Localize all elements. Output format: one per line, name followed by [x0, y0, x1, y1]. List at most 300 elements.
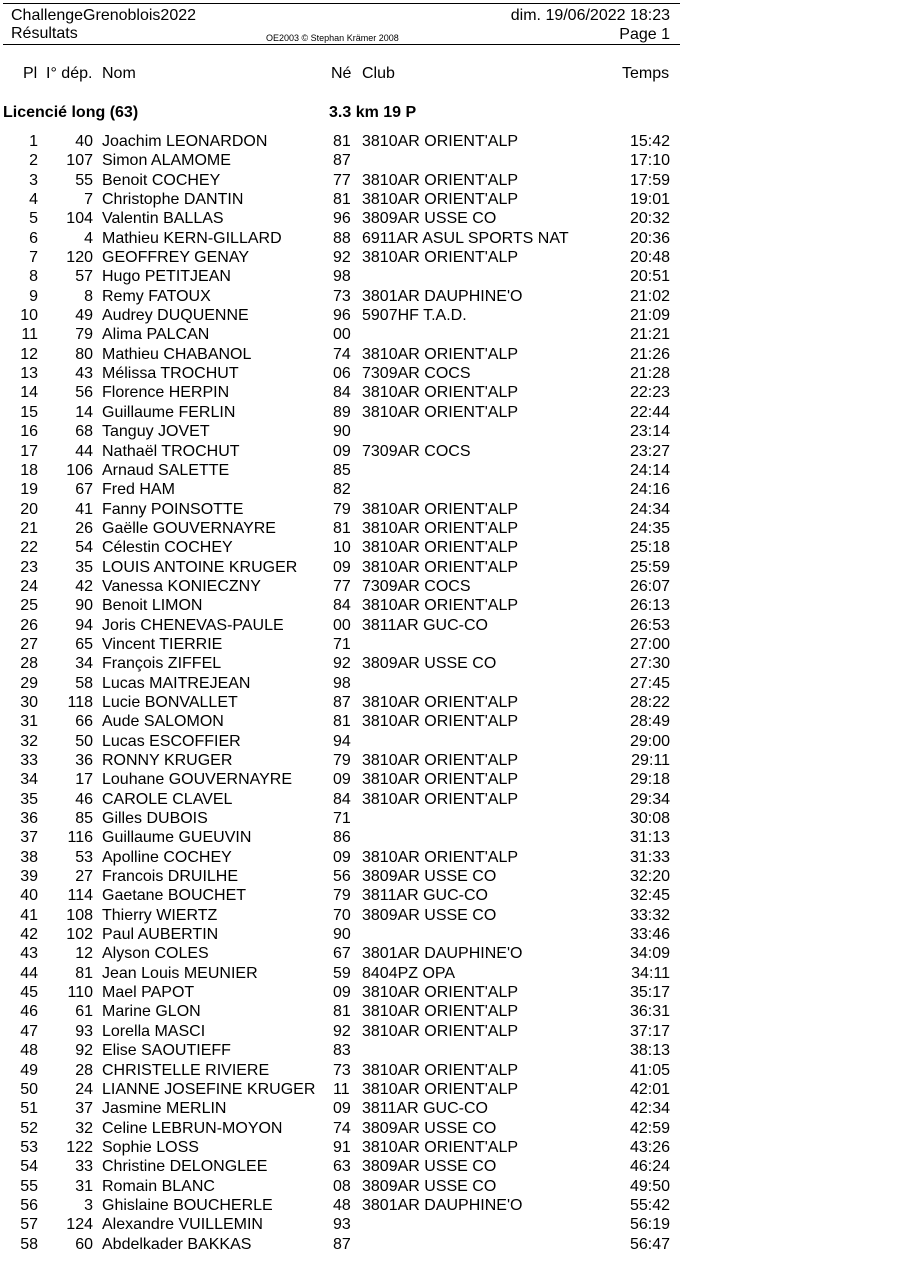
name-cell: Simon ALAMOME	[102, 152, 231, 170]
bib-cell: 104	[66, 210, 93, 228]
birth-year-cell: 92	[333, 249, 351, 267]
place-cell: 26	[20, 616, 38, 634]
time-cell: 22:44	[629, 403, 670, 421]
name-cell: Sophie LOSS	[102, 1138, 199, 1156]
bib-cell: 35	[75, 558, 93, 576]
time-cell: 21:28	[629, 365, 670, 383]
bib-cell: 90	[75, 597, 93, 615]
result-row	[0, 1177, 908, 1196]
col-header-born: Né	[331, 65, 352, 82]
club-cell: 3810AR ORIENT'ALP	[362, 1022, 519, 1040]
time-cell: 17:59	[629, 171, 670, 189]
birth-year-cell: 73	[333, 1061, 351, 1079]
club-cell: 3810AR ORIENT'ALP	[362, 771, 519, 789]
bib-cell: 92	[75, 1042, 93, 1060]
time-cell: 20:32	[629, 210, 670, 228]
birth-year-cell: 56	[333, 868, 351, 886]
time-cell: 30:08	[629, 810, 670, 828]
name-cell: Guillaume FERLIN	[102, 403, 236, 421]
header-top-rule	[3, 3, 680, 4]
time-cell: 34:11	[631, 964, 670, 982]
place-cell: 21	[20, 519, 38, 537]
result-row	[0, 1235, 908, 1254]
page-number: Page 1	[619, 26, 670, 43]
club-cell: 3810AR ORIENT'ALP	[362, 539, 519, 557]
bib-cell: 106	[66, 461, 93, 479]
name-cell: Florence HERPIN	[102, 384, 230, 402]
name-cell: Louhane GOUVERNAYRE	[102, 771, 293, 789]
place-cell: 41	[20, 906, 38, 924]
time-cell: 28:22	[629, 693, 670, 711]
birth-year-cell: 63	[333, 1158, 351, 1176]
time-cell: 23:27	[629, 442, 670, 460]
birth-year-cell: 92	[333, 1022, 351, 1040]
result-row	[0, 229, 908, 248]
bib-cell: 61	[75, 1003, 93, 1021]
result-row	[0, 751, 908, 770]
bib-cell: 24	[75, 1080, 93, 1098]
result-row	[0, 209, 908, 228]
col-header-time: Temps	[622, 65, 670, 82]
bib-cell: 114	[67, 887, 93, 905]
bib-cell: 49	[75, 307, 93, 325]
result-row	[0, 809, 908, 828]
club-cell: 3810AR ORIENT'ALP	[362, 790, 519, 808]
club-cell: 3811AR GUC-CO	[362, 1100, 488, 1118]
club-cell: 3810AR ORIENT'ALP	[362, 403, 519, 421]
birth-year-cell: 90	[333, 423, 351, 441]
name-cell: Lucas ESCOFFIER	[102, 732, 241, 750]
name-cell: Nathaël TROCHUT	[102, 442, 240, 460]
place-cell: 11	[21, 326, 38, 344]
place-cell: 18	[20, 461, 38, 479]
place-cell: 15	[20, 403, 38, 421]
birth-year-cell: 91	[333, 1138, 351, 1156]
bib-cell: 53	[75, 848, 93, 866]
birth-year-cell: 89	[333, 403, 351, 421]
bib-cell: 27	[75, 868, 93, 886]
birth-year-cell: 79	[333, 887, 351, 905]
place-cell: 32	[20, 732, 38, 750]
club-cell: 3809AR USSE CO	[362, 1119, 497, 1137]
time-cell: 15:42	[629, 133, 670, 150]
result-row	[0, 770, 908, 789]
bib-cell: 14	[75, 403, 93, 421]
time-cell: 42:59	[629, 1119, 670, 1137]
birth-year-cell: 11	[333, 1080, 350, 1098]
name-cell: Alima PALCAN	[102, 326, 210, 344]
time-cell: 28:49	[629, 713, 670, 731]
name-cell: Gaëlle GOUVERNAYRE	[102, 519, 276, 537]
time-cell: 29:11	[631, 752, 670, 769]
birth-year-cell: 81	[333, 713, 351, 731]
club-cell: 7309AR COCS	[362, 577, 471, 595]
place-cell: 14	[20, 384, 38, 402]
birth-year-cell: 73	[333, 287, 351, 305]
club-cell: 3801AR DAUPHINE'O	[362, 1196, 523, 1214]
name-cell: Tanguy JOVET	[102, 423, 210, 441]
result-row	[0, 906, 908, 925]
bib-cell: 50	[75, 732, 93, 750]
name-cell: Benoit COCHEY	[102, 171, 221, 189]
birth-year-cell: 09	[333, 1100, 351, 1118]
header-bottom-rule	[3, 44, 680, 45]
bib-cell: 17	[75, 771, 93, 789]
bib-cell: 32	[75, 1119, 93, 1137]
col-header-name: Nom	[102, 65, 136, 82]
name-cell: Elise SAOUTIEFF	[102, 1042, 231, 1060]
result-row	[0, 577, 908, 596]
result-row	[0, 964, 908, 983]
time-cell: 24:35	[629, 519, 670, 537]
time-cell: 27:00	[629, 635, 670, 653]
bib-cell: 31	[75, 1177, 93, 1195]
place-cell: 17	[20, 442, 38, 460]
bib-cell: 43	[75, 365, 93, 383]
birth-year-cell: 71	[333, 810, 351, 828]
place-cell: 37	[20, 829, 38, 847]
birth-year-cell: 59	[333, 964, 351, 982]
time-cell: 42:01	[629, 1080, 670, 1098]
place-cell: 1	[29, 133, 38, 150]
place-cell: 50	[20, 1080, 38, 1098]
birth-year-cell: 88	[333, 229, 351, 247]
place-cell: 22	[20, 539, 38, 557]
birth-year-cell: 74	[333, 345, 351, 363]
place-cell: 33	[20, 752, 38, 769]
birth-year-cell: 48	[333, 1196, 351, 1214]
birth-year-cell: 77	[333, 171, 351, 189]
time-cell: 29:34	[629, 790, 670, 808]
time-cell: 33:46	[629, 926, 670, 944]
time-cell: 34:09	[629, 945, 670, 963]
bib-cell: 55	[75, 171, 93, 189]
place-cell: 39	[20, 868, 38, 886]
place-cell: 54	[20, 1158, 38, 1176]
name-cell: Alyson COLES	[102, 945, 209, 963]
birth-year-cell: 94	[333, 732, 351, 750]
name-cell: Mélissa TROCHUT	[102, 365, 239, 383]
result-row	[0, 1138, 908, 1157]
club-cell: 3810AR ORIENT'ALP	[362, 848, 519, 866]
name-cell: Paul AUBERTIN	[102, 926, 219, 944]
result-row	[0, 364, 908, 383]
name-cell: Lorella MASCI	[102, 1022, 206, 1040]
birth-year-cell: 70	[333, 906, 351, 924]
birth-year-cell: 87	[333, 693, 351, 711]
club-cell: 3811AR GUC-CO	[362, 616, 488, 634]
name-cell: Lucas MAITREJEAN	[102, 674, 251, 692]
bib-cell: 57	[75, 268, 93, 286]
bib-cell: 81	[75, 964, 93, 982]
name-cell: Vincent TIERRIE	[102, 635, 223, 653]
bib-cell: 85	[75, 810, 93, 828]
time-cell: 56:19	[629, 1216, 670, 1234]
col-header-place: Pl	[23, 65, 38, 82]
name-cell: Fred HAM	[102, 481, 175, 499]
club-cell: 3810AR ORIENT'ALP	[362, 558, 519, 576]
results-subtitle: Résultats	[11, 25, 78, 42]
result-row	[0, 712, 908, 731]
birth-year-cell: 09	[333, 848, 351, 866]
club-cell: 3810AR ORIENT'ALP	[362, 1080, 519, 1098]
result-row	[0, 1041, 908, 1060]
result-row	[0, 519, 908, 538]
result-row	[0, 983, 908, 1002]
place-cell: 5	[29, 210, 38, 228]
club-cell: 3810AR ORIENT'ALP	[362, 1138, 519, 1156]
birth-year-cell: 08	[333, 1177, 351, 1195]
result-row	[0, 267, 908, 286]
bib-cell: 26	[75, 519, 93, 537]
bib-cell: 42	[75, 577, 93, 595]
bib-cell: 122	[66, 1138, 93, 1156]
result-row	[0, 442, 908, 461]
name-cell: Hugo PETITJEAN	[102, 268, 231, 286]
bib-cell: 40	[75, 133, 93, 150]
time-cell: 25:59	[629, 558, 670, 576]
place-cell: 48	[20, 1042, 38, 1060]
name-cell: Marine GLON	[102, 1003, 201, 1021]
birth-year-cell: 79	[333, 752, 351, 769]
result-row	[0, 693, 908, 712]
time-cell: 20:51	[629, 268, 670, 286]
club-cell: 7309AR COCS	[362, 442, 471, 460]
bib-cell: 124	[66, 1216, 93, 1234]
place-cell: 55	[20, 1177, 38, 1195]
name-cell: Joris CHENEVAS-PAULE	[102, 616, 284, 634]
time-cell: 26:53	[629, 616, 670, 634]
place-cell: 56	[20, 1196, 38, 1214]
place-cell: 12	[20, 345, 38, 363]
bib-cell: 120	[66, 249, 93, 267]
result-row	[0, 635, 908, 654]
result-row	[0, 1022, 908, 1041]
club-cell: 3809AR USSE CO	[362, 1158, 497, 1176]
place-cell: 19	[20, 481, 38, 499]
result-row	[0, 616, 908, 635]
bib-cell: 36	[75, 752, 93, 769]
time-cell: 35:17	[629, 984, 670, 1002]
club-cell: 3810AR ORIENT'ALP	[362, 752, 519, 769]
place-cell: 35	[20, 790, 38, 808]
name-cell: CAROLE CLAVEL	[102, 790, 233, 808]
place-cell: 9	[29, 287, 38, 305]
name-cell: Mathieu CHABANOL	[102, 345, 252, 363]
name-cell: Francois DRUILHE	[102, 868, 239, 886]
bib-cell: 58	[75, 674, 93, 692]
result-row	[0, 828, 908, 847]
birth-year-cell: 81	[333, 1003, 351, 1021]
name-cell: Thierry WIERTZ	[102, 906, 218, 924]
result-row	[0, 654, 908, 673]
club-cell: 8404PZ OPA	[362, 964, 456, 982]
place-cell: 36	[20, 810, 38, 828]
time-cell: 26:13	[629, 597, 670, 615]
time-cell: 21:09	[629, 307, 670, 325]
bib-cell: 108	[66, 906, 93, 924]
category-title: Licencié long (63)	[3, 104, 139, 121]
result-row	[0, 287, 908, 306]
place-cell: 2	[29, 152, 38, 170]
club-cell: 3810AR ORIENT'ALP	[362, 191, 519, 209]
time-cell: 26:07	[629, 577, 670, 595]
time-cell: 27:30	[629, 655, 670, 673]
result-row	[0, 732, 908, 751]
time-cell: 49:50	[629, 1177, 670, 1195]
time-cell: 31:33	[629, 848, 670, 866]
place-cell: 16	[20, 423, 38, 441]
col-header-club: Club	[362, 65, 395, 82]
birth-year-cell: 98	[333, 268, 351, 286]
result-row	[0, 867, 908, 886]
result-row	[0, 674, 908, 693]
bib-cell: 8	[84, 287, 93, 305]
place-cell: 23	[20, 558, 38, 576]
place-cell: 28	[20, 655, 38, 673]
birth-year-cell: 92	[333, 655, 351, 673]
time-cell: 19:01	[629, 191, 670, 209]
bib-cell: 102	[66, 926, 93, 944]
name-cell: Valentin BALLAS	[102, 210, 224, 228]
bib-cell: 79	[75, 326, 93, 344]
time-cell: 33:32	[629, 906, 670, 924]
result-row	[0, 500, 908, 519]
result-row	[0, 848, 908, 867]
result-row	[0, 403, 908, 422]
place-cell: 58	[20, 1235, 38, 1253]
time-cell: 23:14	[629, 423, 670, 441]
name-cell: LIANNE JOSEFINE KRUGER	[102, 1080, 316, 1098]
time-cell: 29:00	[629, 732, 670, 750]
place-cell: 20	[20, 500, 38, 518]
bib-cell: 54	[75, 539, 93, 557]
name-cell: Guillaume GUEUVIN	[102, 829, 252, 847]
bib-cell: 116	[67, 829, 93, 847]
time-cell: 20:36	[629, 229, 670, 247]
club-cell: 3810AR ORIENT'ALP	[362, 1003, 519, 1021]
result-row	[0, 325, 908, 344]
birth-year-cell: 00	[333, 326, 351, 344]
name-cell: Fanny POINSOTTE	[102, 500, 244, 518]
birth-year-cell: 86	[333, 829, 351, 847]
birth-year-cell: 98	[333, 674, 351, 692]
birth-year-cell: 06	[333, 365, 351, 383]
birth-year-cell: 84	[333, 790, 351, 808]
time-cell: 46:24	[629, 1158, 670, 1176]
result-row	[0, 925, 908, 944]
birth-year-cell: 10	[333, 539, 351, 557]
name-cell: Aude SALOMON	[102, 713, 224, 731]
bib-cell: 4	[84, 229, 93, 247]
result-row	[0, 190, 908, 209]
time-cell: 24:14	[629, 461, 670, 479]
time-cell: 32:20	[629, 868, 670, 886]
birth-year-cell: 85	[333, 461, 351, 479]
bib-cell: 65	[75, 635, 93, 653]
name-cell: Célestin COCHEY	[102, 539, 233, 557]
result-row	[0, 461, 908, 480]
result-row	[0, 1099, 908, 1118]
result-row	[0, 596, 908, 615]
name-cell: Jasmine MERLIN	[102, 1100, 227, 1118]
time-cell: 41:05	[629, 1061, 670, 1079]
bib-cell: 68	[75, 423, 93, 441]
bib-cell: 41	[75, 500, 93, 518]
birth-year-cell: 81	[333, 519, 351, 537]
time-cell: 17:10	[629, 152, 670, 170]
bib-cell: 93	[75, 1022, 93, 1040]
name-cell: Mael PAPOT	[102, 984, 195, 1002]
event-title: ChallengeGrenoblois2022	[11, 7, 197, 24]
time-cell: 38:13	[629, 1042, 670, 1060]
time-cell: 32:45	[629, 887, 670, 905]
name-cell: LOUIS ANTOINE KRUGER	[102, 558, 298, 576]
club-cell: 6911AR ASUL SPORTS NAT	[362, 229, 569, 247]
time-cell: 24:16	[629, 481, 670, 499]
bib-cell: 44	[75, 442, 93, 460]
name-cell: Ghislaine BOUCHERLE	[102, 1196, 273, 1214]
result-row	[0, 1157, 908, 1176]
place-cell: 31	[20, 713, 38, 731]
time-cell: 36:31	[629, 1003, 670, 1021]
bib-cell: 107	[66, 152, 93, 170]
bib-cell: 56	[75, 384, 93, 402]
name-cell: Vanessa KONIECZNY	[102, 577, 261, 595]
place-cell: 43	[20, 945, 38, 963]
birth-year-cell: 82	[333, 481, 351, 499]
name-cell: Joachim LEONARDON	[102, 133, 268, 150]
place-cell: 7	[29, 249, 38, 267]
club-cell: 3801AR DAUPHINE'O	[362, 945, 523, 963]
club-cell: 3810AR ORIENT'ALP	[362, 713, 519, 731]
club-cell: 3810AR ORIENT'ALP	[362, 693, 519, 711]
name-cell: Apolline COCHEY	[102, 848, 232, 866]
bib-cell: 60	[75, 1235, 93, 1253]
birth-year-cell: 09	[333, 771, 351, 789]
time-cell: 20:48	[629, 249, 670, 267]
result-row	[0, 1215, 908, 1234]
club-cell: 3809AR USSE CO	[362, 868, 497, 886]
club-cell: 3810AR ORIENT'ALP	[362, 384, 519, 402]
result-row	[0, 422, 908, 441]
result-row	[0, 886, 908, 905]
club-cell: 3811AR GUC-CO	[362, 887, 488, 905]
time-cell: 25:18	[629, 539, 670, 557]
result-row	[0, 1080, 908, 1099]
place-cell: 25	[20, 597, 38, 615]
bib-cell: 67	[75, 481, 93, 499]
name-cell: Remy FATOUX	[102, 287, 211, 305]
club-cell: 3810AR ORIENT'ALP	[362, 1061, 519, 1079]
bib-cell: 80	[75, 345, 93, 363]
bib-cell: 7	[84, 191, 93, 209]
time-cell: 42:34	[629, 1100, 670, 1118]
place-cell: 44	[20, 964, 38, 982]
name-cell: Abdelkader BAKKAS	[102, 1235, 252, 1253]
birth-year-cell: 00	[333, 616, 351, 634]
birth-year-cell: 81	[333, 133, 351, 150]
name-cell: Jean Louis MEUNIER	[102, 964, 258, 982]
result-row	[0, 132, 908, 151]
place-cell: 46	[20, 1003, 38, 1021]
bib-cell: 28	[75, 1061, 93, 1079]
name-cell: Audrey DUQUENNE	[102, 307, 249, 325]
birth-year-cell: 09	[333, 442, 351, 460]
place-cell: 29	[20, 674, 38, 692]
name-cell: CHRISTELLE RIVIERE	[102, 1061, 270, 1079]
name-cell: Benoit LIMON	[102, 597, 203, 615]
